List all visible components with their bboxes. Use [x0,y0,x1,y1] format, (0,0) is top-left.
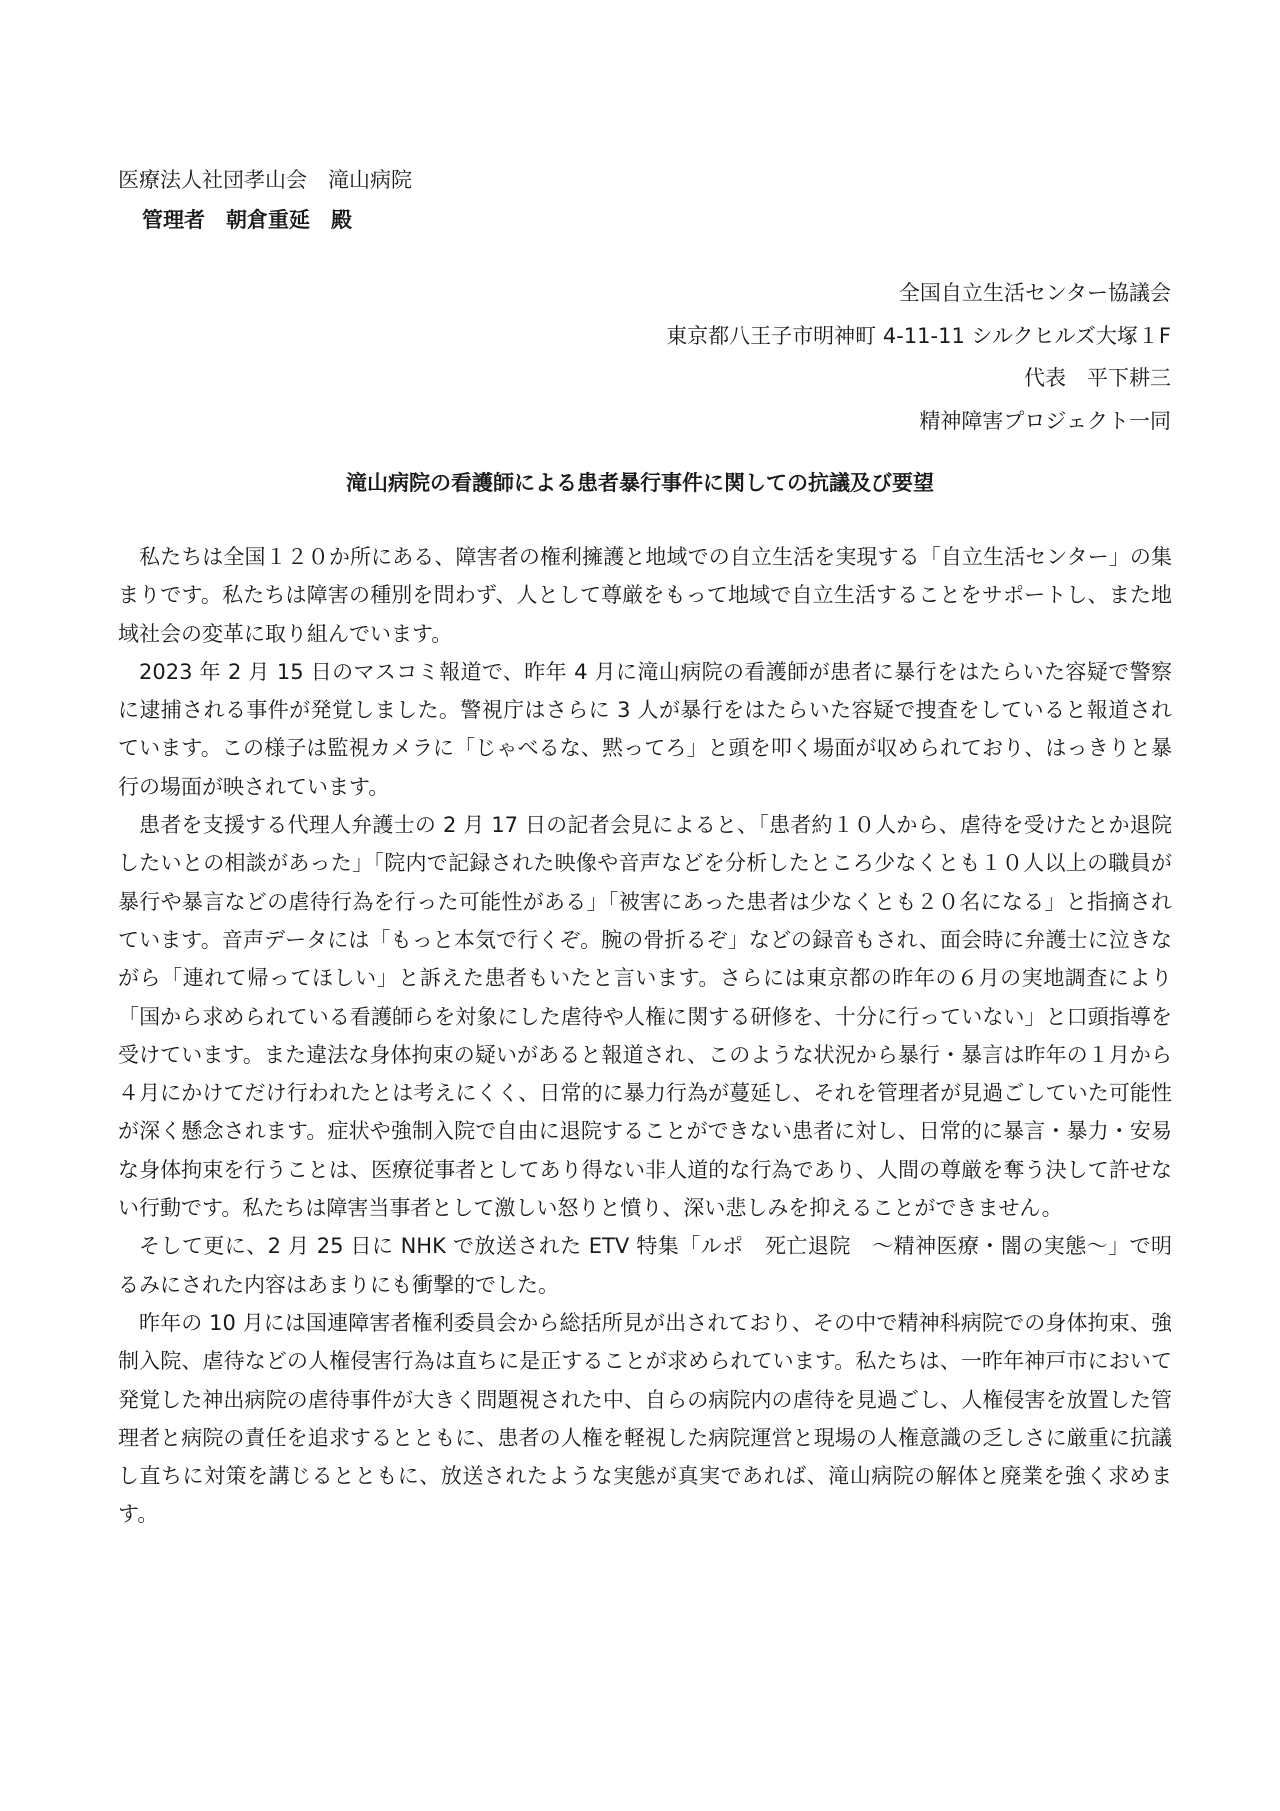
document-title: 滝山病院の看護師による患者暴行事件に関しての抗議及び要望 [346,471,934,495]
addressee-block [118,160,412,240]
sender-representative: 代表 平下耕三 [1024,366,1171,390]
sender-organization: 全国自立生活センター協議会 [898,281,1171,305]
document-body [118,538,1172,1534]
body-paragraph: 患者を支援する代理人弁護士の 2 月 17 日の記者会見によると、「患者約１０人から、虐待を受けたとか退院したいとの相談があった」「院内で記録された映像や音声などを分析したところ少なくとも１０人以上の職員が暴行や暴言などの虐待行為を行った可能性がある」「被害にあった患者は少なくとも２０名になる」と指摘されています。音声データには「もっと本気で行くぞ。腕の骨折るぞ」などの録音もされ、面会時に弁護士に泣きながら「連れて帰ってほしい」と訴えた患者もいたと言います。さらには東京都の昨年の６月の実地調査により「国から求められている看護師らを対象にした虐待や人権に関する研修を、十分に行っていない」と口頭指導を受けています。また違法な身体拘束の疑いがあると報道され、このような状況から暴行・暴言は昨年の１月から４月にかけてだけ行われたとは考えにくく、日常的に暴力行為が蔓延し、それを管理者が見過ごしていた可能性が深く懸念されます。症状や強制入院で自由に退院することができない患者に対し、日常的に暴言・暴力・安易な身体拘束を行うことは、医療従事者としてあり得ない非人道的な行為であり、人間の尊厳を奪う決して許せない行動です。私たちは障害当事者として激しい怒りと憤り、深い悲しみを抑えることができません。 [118,813,1172,1221]
body-paragraph: 2023 年 2 月 15 日のマスコミ報道で、昨年 4 月に滝山病院の看護師が患者に暴行をはたらいた容疑で警察に逮捕される事件が発覚しました。警視庁はさらに 3 人が暴行をはたらいた容疑で捜査をしていると報道されています。この様子は監視カメラに「じゃべるな、黙ってろ」と頭を叩く場面が収められており、はっきりと暴行の場面が映されています。 [118,659,1172,799]
sender-group: 精神障害プロジェクト一同 [919,408,1171,433]
addressee-organization: 医療法人社団孝山会 滝山病院 [118,168,412,192]
body-paragraph: そして更に、2 月 25 日に NHK で放送された ETV 特集「ルポ 死亡退院 ～精神医療・闇の実態～」で明るみにされた内容はあまりにも衝撃的でした。 [118,1234,1172,1297]
body-paragraph: 私たちは全国１２０か所にある、障害者の権利擁護と地域での自立生活を実現する「自立生活センター」の集まりです。私たちは障害の種別を問わず、人として尊厳をもって地域で自立生活することをサポートし、また地域社会の変革に取り組んでいます。 [118,545,1172,646]
sender-address: 東京都八王子市明神町 4-11-11 シルクヒルズ大塚１F [666,323,1171,348]
addressee-manager: 管理者 朝倉重延 殿 [142,208,352,232]
body-paragraph: 昨年の 10 月には国連障害者権利委員会から総括所見が出されており、その中で精神科病院での身体拘束、強制入院、虐待などの人権侵害行為は直ちに是正することが求められています。私たちは、一昨年神戸市において発覚した神出病院の虐待事件が大きく問題視された中、自らの病院内の虐待を見過ごし、人権侵害を放置した管理者と病院の責任を追求するとともに、患者の人権を軽視した病院運営と現場の人権意識の乏しさに厳重に抗議し直ちに対策を講じるとともに、放送されたような実態が真実であれば、滝山病院の解体と廃業を強く求めます。 [118,1310,1172,1527]
sender-block [666,272,1171,442]
